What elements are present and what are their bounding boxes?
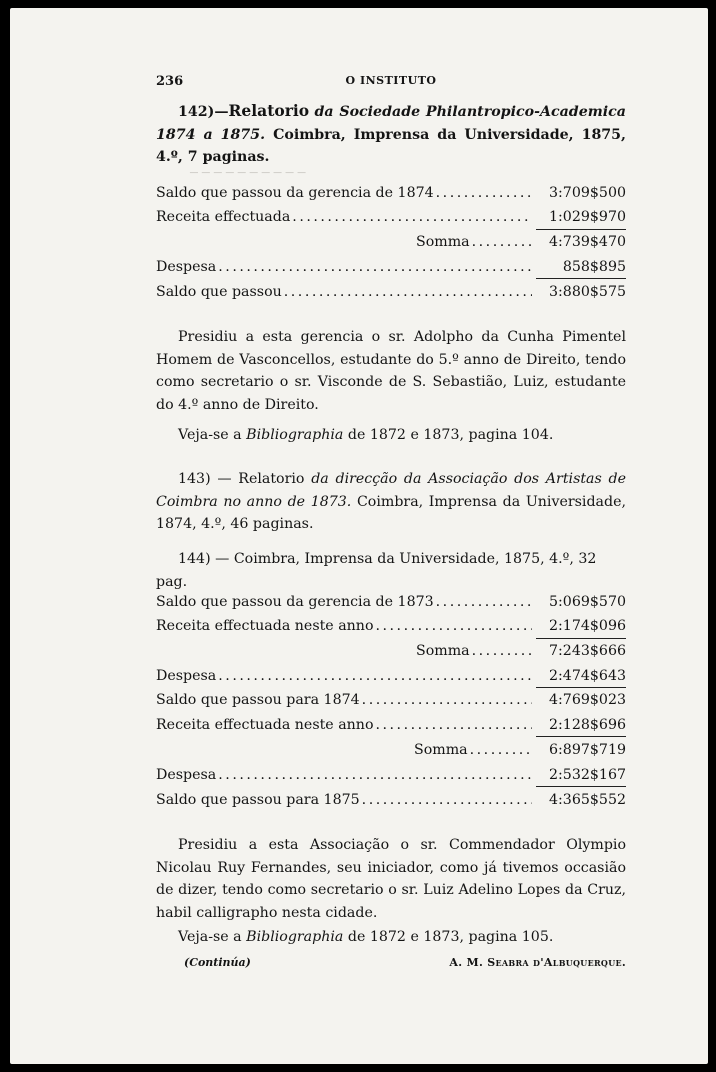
ledger-row: Despesa . . . 858$895 [156,256,626,278]
entry-144-see-also: Veja-se a Bibliographia de 1872 e 1873, pagina 105. [178,929,554,945]
continued-note: (Continúa) [184,956,251,969]
leader-dots [218,764,532,786]
leader-dots [292,206,532,228]
sum-rule [536,687,626,688]
ledger-row: Receita effectuada neste anno . . . 2:174$096 [156,615,626,637]
entry-143: 143) — Relatorio da direcção da Associação dos Artistas de Coimbra no anno de 1873. Coimbra, Imprensa da Universidade, 1874, 4.º, 46 paginas. [156,471,627,533]
running-title: O INSTITUTO [345,74,437,87]
leader-dots [218,256,532,278]
page-sheet [10,8,708,1064]
entry-142-paragraph: Presidiu a esta gerencia o sr. Adolpho da Cunha Pimentel Homem de Vasconcellos, estudante do 5.º anno de Direito, tendo como secretario o sr. Visconde de S. Sebastião, Luiz, estudante do 4.º anno de Direito. [156,329,626,414]
sum-rule [536,278,626,279]
author-signature: A. M. Seabra d'Albuquerque. [449,956,626,969]
entry-142-heading: 142)—Relatorio da Sociedade Philantropico-Academica 1874 a 1875. Coimbra, Imprensa da Universidade, 1875, 4.º, 7 paginas. [156,101,626,166]
leader-dots [470,739,532,761]
leader-dots [472,231,532,253]
ledger-row: Saldo que passou para 1874 . . . 4:769$023 [156,689,626,711]
entry-142-title: Relatorio [228,101,310,120]
leader-dots [284,281,532,303]
ledger-row: Despesa . . . 2:532$167 [156,764,626,786]
entry-142-see-also: Veja-se a Bibliographia de 1872 e 1873, pagina 104. [178,427,554,443]
ledger-row: Saldo que passou da gerencia de 1873 . . . 5:069$570 [156,591,626,613]
leader-dots [362,789,532,811]
entry-144-paragraph: Presidiu a esta Associação o sr. Commendador Olympio Nicolau Ruy Fernandes, seu iniciador, como já tivemos occasião de dizer, tendo como secretario o sr. Luiz Adelino Lopes da Cruz, habil calligrapho nesta cidade. [156,837,626,922]
sum-rule [536,736,626,737]
sum-rule [536,229,626,230]
ledger-row: Receita effectuada . . . 1:029$970 [156,206,626,228]
ledger-row: Receita effectuada neste anno . . . 2:128$696 [156,714,626,736]
ledger-row: Despesa . . . 2:474$643 [156,665,626,687]
entry-144: 144) — Coimbra, Imprensa da Universidade, 1875, 4.º, 32 pag. [156,551,597,590]
ledger-row: Saldo que passou . . . 3:880$575 [156,281,626,303]
page-header [156,74,626,90]
leader-dots [376,615,533,637]
page-number: 236 [156,74,184,89]
leader-dots [472,640,532,662]
leader-dots [436,591,532,613]
leader-dots [376,714,533,736]
ledger-row: Somma . . . 6:897$719 [156,739,626,761]
leader-dots [362,689,532,711]
sum-rule [536,638,626,639]
sum-rule [536,786,626,787]
ledger-row: Saldo que passou da gerencia de 1874 . . . 3:709$500 [156,182,626,204]
bleed-through-text: ─ ─ ─ ─ ─ ─ ─ ─ ─ ─ [190,166,306,181]
ledger-row: Somma . . . 4:739$470 [156,231,626,253]
ledger-row: Saldo que passou para 1875 . . . 4:365$552 [156,789,626,811]
leader-dots [218,665,532,687]
leader-dots [436,182,532,204]
ledger-row: Somma . . . 7:243$666 [156,640,626,662]
